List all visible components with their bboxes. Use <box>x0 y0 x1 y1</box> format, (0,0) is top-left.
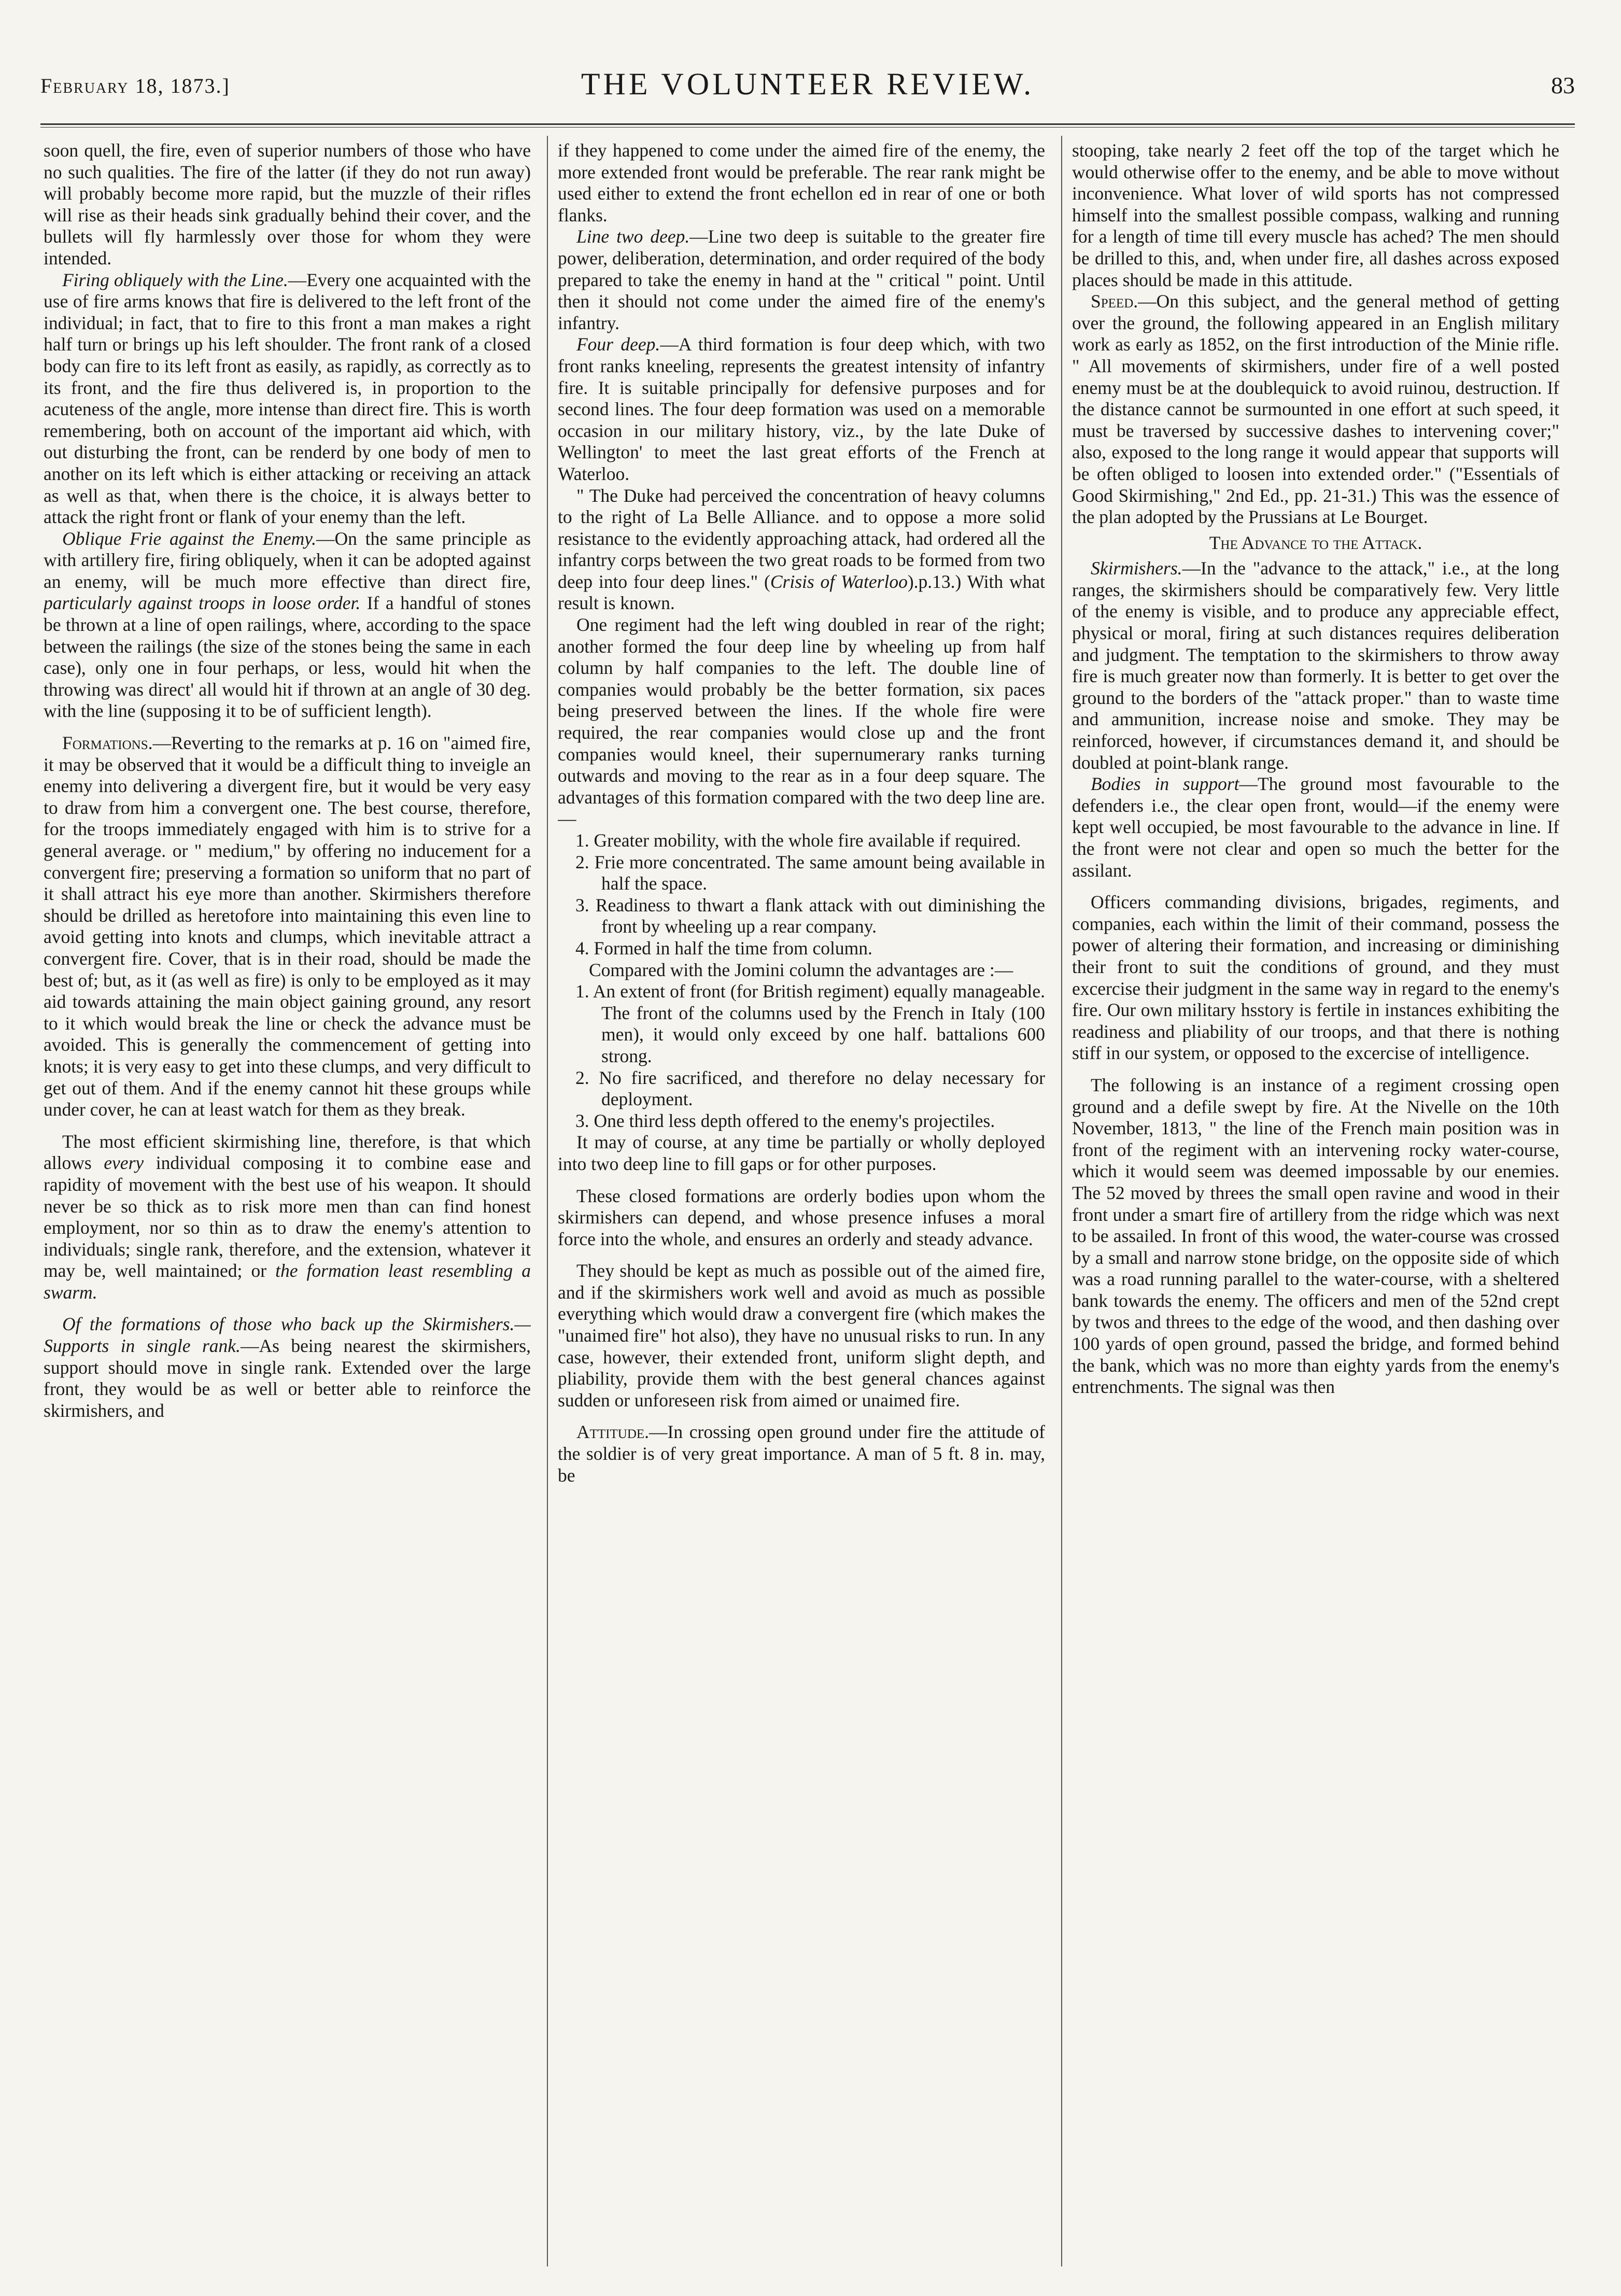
section-heading: Skirmishers. <box>1091 558 1182 579</box>
paragraph-body: —The ground most favourable to the defenders i.e., the clear open front, would—if the enemy were kept well occupied, be most favourable to the advance in line. If the front were not clear and open so much the better for the assilant. <box>1072 773 1559 881</box>
paragraph-body: —In crossing open ground under fire the attitude of the soldier is of very great importance. A man of 5 ft. 8 in. may, be <box>558 1421 1045 1486</box>
page-number: 83 <box>1551 72 1575 98</box>
column-3 <box>1072 140 1559 2276</box>
section-heading: Attitude. <box>576 1421 650 1443</box>
section-heading: Speed. <box>1091 291 1138 312</box>
paragraph-body: —A third formation is four deep which, with two front ranks kneeling, represents the greatest intensity of infantry fire. It is suitable principally for defensive purposes and for second lines. The four deep formation was used on a memorable occasion in our military history, viz., by the late Duke of Wellington' to meet the last great efforts of the French at Waterloo. <box>558 334 1045 484</box>
column-2 <box>558 140 1045 2276</box>
paragraph-body: If a handful of stones be thrown at a line of open railings, where, according to the space between the railings (the size of the stones being the same in each case), only one in four perhaps, or less, would hit when the throwing was direct' all would hit if thrown at an angle of 30 deg. with the line (supposing it to be of sufficient length). <box>44 593 531 722</box>
paragraph <box>558 334 1045 485</box>
list-intro: Compared with the Jomini column the advantages are :— <box>589 959 1013 980</box>
paragraph: These closed formations are orderly bodies upon whom the skirmishers can depend, and whose presence infuses a moral force into the whole, and ensures an orderly and steady advance. <box>558 1185 1045 1249</box>
list-item: 3. Readiness to thwart a flank attack with out diminishing the front by wheeling up a rear company. <box>575 894 1045 937</box>
paragraph-body: —In the "advance to the attack," i.e., at the long ranges, the skirmishers should be comparatively few. Very little of the enemy is visible, and to produce any appreciable effect, physical or moral, firing at such distances requires deliberation and judgment. The temptation to the skirmishers to throw away fire is much greater now than formerly. It is better to get over the ground to the borders of the "attack proper." than to waste time and ammunition, increase noise and smoke. They may be reinforced, however, if circumstances demand it, and should be doubled at point-blank range. <box>1072 558 1559 773</box>
paragraph: soon quell, the fire, even of superior numbers of those who have no such qualities. The fire of the latter (if they do not run away) will probably become more rapid, but the muzzle of their rifles will rise as their heads sink gradually behind their cover, and the bullets will fly harmlessly over those for whom they were intended. <box>44 140 531 269</box>
page-header <box>40 66 1575 114</box>
paragraph-body: —On this subject, and the general method of getting over the ground, the following appeared in an English military work as early as 1852, on the first introduction of the Minie rifle. " All movements of skirmishers, under fire of a well posted enemy must be at the doublequick to avoid ruinou, destruction. If the distance cannot be surmounted in one effort at such speed, it must be traversed by successive dashes to intervening cover;" also, exposed to the long range it would appear that supports will be often obliged to loosen into extended order." ("Essentials of Good Skirmishing," 2nd Ed., pp. 21-31.) This was the essence of the plan adopted by the Prussians at Le Bourget. <box>1072 291 1559 528</box>
paragraph <box>44 270 531 528</box>
column-1 <box>44 140 531 2276</box>
section-heading: Four deep. <box>576 334 660 355</box>
paragraph <box>44 1131 531 1304</box>
list-item: 1. Greater mobility, with the whole fire available if required. <box>575 830 1021 851</box>
section-heading: Firing obliquely with the Line. <box>62 269 288 290</box>
paragraph: One regiment had the left wing doubled in rear of the right; another formed the four deep line by wheeling up from half column by half companies to the left. The double line of companies would probably be the better formation, six paces being preserved between the lines. If the whole fire were required, the rear companies would close up and the front companies would kneel, their supernumerary ranks turning outwards and moving to the rear as in a four deep square. The advantages of this formation compared with the two deep line are.— <box>558 614 1045 829</box>
emphasis: every <box>104 1152 144 1174</box>
jomini-list <box>558 981 1045 1132</box>
section-heading: Formations. <box>62 733 153 754</box>
subheading: The Advance to the Attack. <box>1209 532 1422 553</box>
emphasis: the formation least resembling a swarm. <box>44 1260 531 1303</box>
list-item: 4. Formed in half the time from column. <box>575 937 872 959</box>
paragraph-body: individual composing it to combine ease and rapidity of movement with the best use of his weapon. It should never be so thick as to risk more men than can find honest employment, nor so thin as to draw the enemy's attention to individuals; single rank, therefore, and the extension, whatever it may be, well maintained; or <box>44 1152 531 1281</box>
paragraph-body: " The Duke had perceived the concentration of heavy columns to the right of La Belle Alliance. and to oppose a more solid resistance to the evidently approaching attack, had ordered all the infantry corps between the two great roads to be formed from two deep into four deep lines." ( <box>558 485 1045 592</box>
paragraph: stooping, take nearly 2 feet off the top of the target which he would otherwise offer to the enemy, and be able to move without inconvenience. What lover of wild sports has not compressed himself into the smallest possible compass, walking and running for a length of time till every muscle has ached? The men should be drilled to this, and, when under fire, all dashes across exposed places should be made in this attitude. <box>1072 140 1559 290</box>
list-item: 1. An extent of front (for British regiment) equally manageable. The front of the columns used by the French in Italy (100 men), it would only exceed by one half. battalions 600 strong. <box>575 981 1045 1066</box>
paragraph: They should be kept as much as possible out of the aimed fire, and if the skirmishers work well and avoid as much as possible everything which would draw a convergent fire (which makes the "unaimed fire" hot also), they have no unusual risks to run. In any case, however, their extended front, uniform slight depth, and pliability, provide them with the best general chances against sudden or unforeseen risk from aimed or unaimed fire. <box>558 1260 1045 1411</box>
paragraph <box>558 1421 1045 1486</box>
paragraph <box>1072 558 1559 773</box>
header-date: February 18, 1873.] <box>40 74 230 97</box>
paragraph-body: —Reverting to the remarks at p. 16 on "aimed fire, it may be observed that it would be a difficult thing to inveigle an enemy into delivering a divergent fire, but it would be very easy to draw from him a convergent one. The best course, therefore, for the troops immediately engaged with him is to strive for a general average. or " medium," by offering no inducement for a convergent fire; preserving a formation so uniform that no part of it shall attract his eye more than another. Skirmishers therefore should be drilled as heretofore into maintaining this even line to avoid getting into knots and clumps, which inevitable attract a convergent fire. Cover, that is in their road, should be made the best of; but, as it (as well as fire) is only to be employed as it may aid towards attaining the main object gaining ground, any resort to it which would break the line or check the advance must be avoided. This is generally the commencement of getting into knots; it is very easy to get into these clumps, and very difficult to get out of them. And if the enemy cannot hit these groups while under cover, he can at least watch for them as they break. <box>44 733 531 1120</box>
paragraph <box>1072 291 1559 528</box>
paragraph-body: —On the same principle as with artillery fire, firing obliquely, when it can be adopted against an enemy, will be much more effective than direct fire, <box>44 528 531 592</box>
paragraph-body: —As being nearest the skirmishers, support should move in single rank. Extended over the large front, they would be as well or better able to reinforce the skirmishers, and <box>44 1335 531 1421</box>
paragraph-body: —Line two deep is suitable to the greater fire power, deliberation, determination, and order required of the body prepared to take the enemy in hand at the " critical " point. Until then it should not come under the aimed fire of the enemy's infantry. <box>558 226 1045 333</box>
paragraph <box>558 226 1045 334</box>
list-item: 2. No fire sacrificed, and therefore no delay necessary for deployment. <box>575 1067 1045 1110</box>
paragraph: It may of course, at any time be partially or wholly deployed into two deep line to fill gaps or for other purposes. <box>558 1132 1045 1174</box>
emphasis: particularly against troops in loose order. <box>44 593 361 614</box>
paragraph: Officers commanding divisions, brigades, regiments, and companies, each within the limit of their command, possess the power of altering their formation, and increasing or diminishing their front to suit the conditions of ground, and they must excercise their judgment in the same way in regard to the enemy's fire. Our own military hsstory is fertile in instances exhibiting the readiness and pliability of our troops, and that there is nothing stiff in our system, or opposed to the excercise of intelligence. <box>1072 892 1559 1064</box>
paragraph: The following is an instance of a regiment crossing open ground and a defile swept by fire. At the Nivelle on the 10th November, 1813, " the line of the French main position was in front of the regiment with an intervening rocky water-course, which it would seem was deemed impossable by our enemies. The 52 moved by threes the small open ravine and wood in their front under a smart fire of artillery from the ridge which was next to be assailed. In front of this wood, the water-course was crossed by a small and narrow stone bridge, on the opposite side of which was a road running parallel to the water-course, with a sheltered bank towards the enemy. The officers and men of the 52nd crept by twos and threes to the edge of the wood, and then dashing over 100 yards of open ground, passed the bridge, and formed behind the bank, which was no more than eighty yards from the enemy's entrenchments. The signal was then <box>1072 1074 1559 1398</box>
citation: Crisis of Waterloo <box>770 571 908 592</box>
section-heading: Oblique Frie against the Enemy. <box>62 528 316 549</box>
quotation <box>558 485 1045 615</box>
paragraph-body: ).p.13.) With what result is known. <box>558 571 1045 614</box>
section-heading: Line two deep. <box>576 226 690 247</box>
paragraph <box>44 733 531 1121</box>
paragraph <box>44 1314 531 1421</box>
paragraph: if they happened to come under the aimed fire of the enemy, the more extended front would be preferable. The rear rank might be used either to extend the front echellon ed in rear of one or both flanks. <box>558 140 1045 226</box>
section-heading: Of the formations of those who back up the Skirmishers.—Supports in single rank. <box>44 1314 531 1357</box>
publication-title: THE VOLUNTEER REVIEW. <box>581 67 1035 101</box>
column-rule <box>547 136 548 2266</box>
advantages-list <box>558 830 1045 960</box>
section-heading: Bodies in support <box>1091 773 1239 795</box>
header-rule <box>40 123 1575 128</box>
column-rule <box>1061 136 1062 2266</box>
paragraph <box>1072 773 1559 881</box>
paragraph <box>44 528 531 722</box>
paragraph-body: The most efficient skirmishing line, therefore, is that which allows <box>44 1131 531 1174</box>
list-item: 3. One third less depth offered to the enemy's projectiles. <box>575 1110 995 1131</box>
paragraph-body: —Every one acquainted with the use of fire arms knows that fire is delivered to the left front of the individual; in fact, that to fire to this front a man makes a right half turn or brings up his left shoulder. The front rank of a closed body can fire to its left front as easily, as rapidly, as correctly as to its front, and the fire thus delivered is, in proportion to the acuteness of the angle, more intense than direct fire. This is worth remembering, both on account of the important aid which, with out disturbing the front, can be renderd by one body of men to another on its left which is either attacking or receiving an attack as well as that, when there is the choice, it is always better to attack the right front or flank of your enemy than the left. <box>44 269 531 528</box>
list-item: 2. Frie more concentrated. The same amount being available in half the space. <box>575 851 1045 894</box>
